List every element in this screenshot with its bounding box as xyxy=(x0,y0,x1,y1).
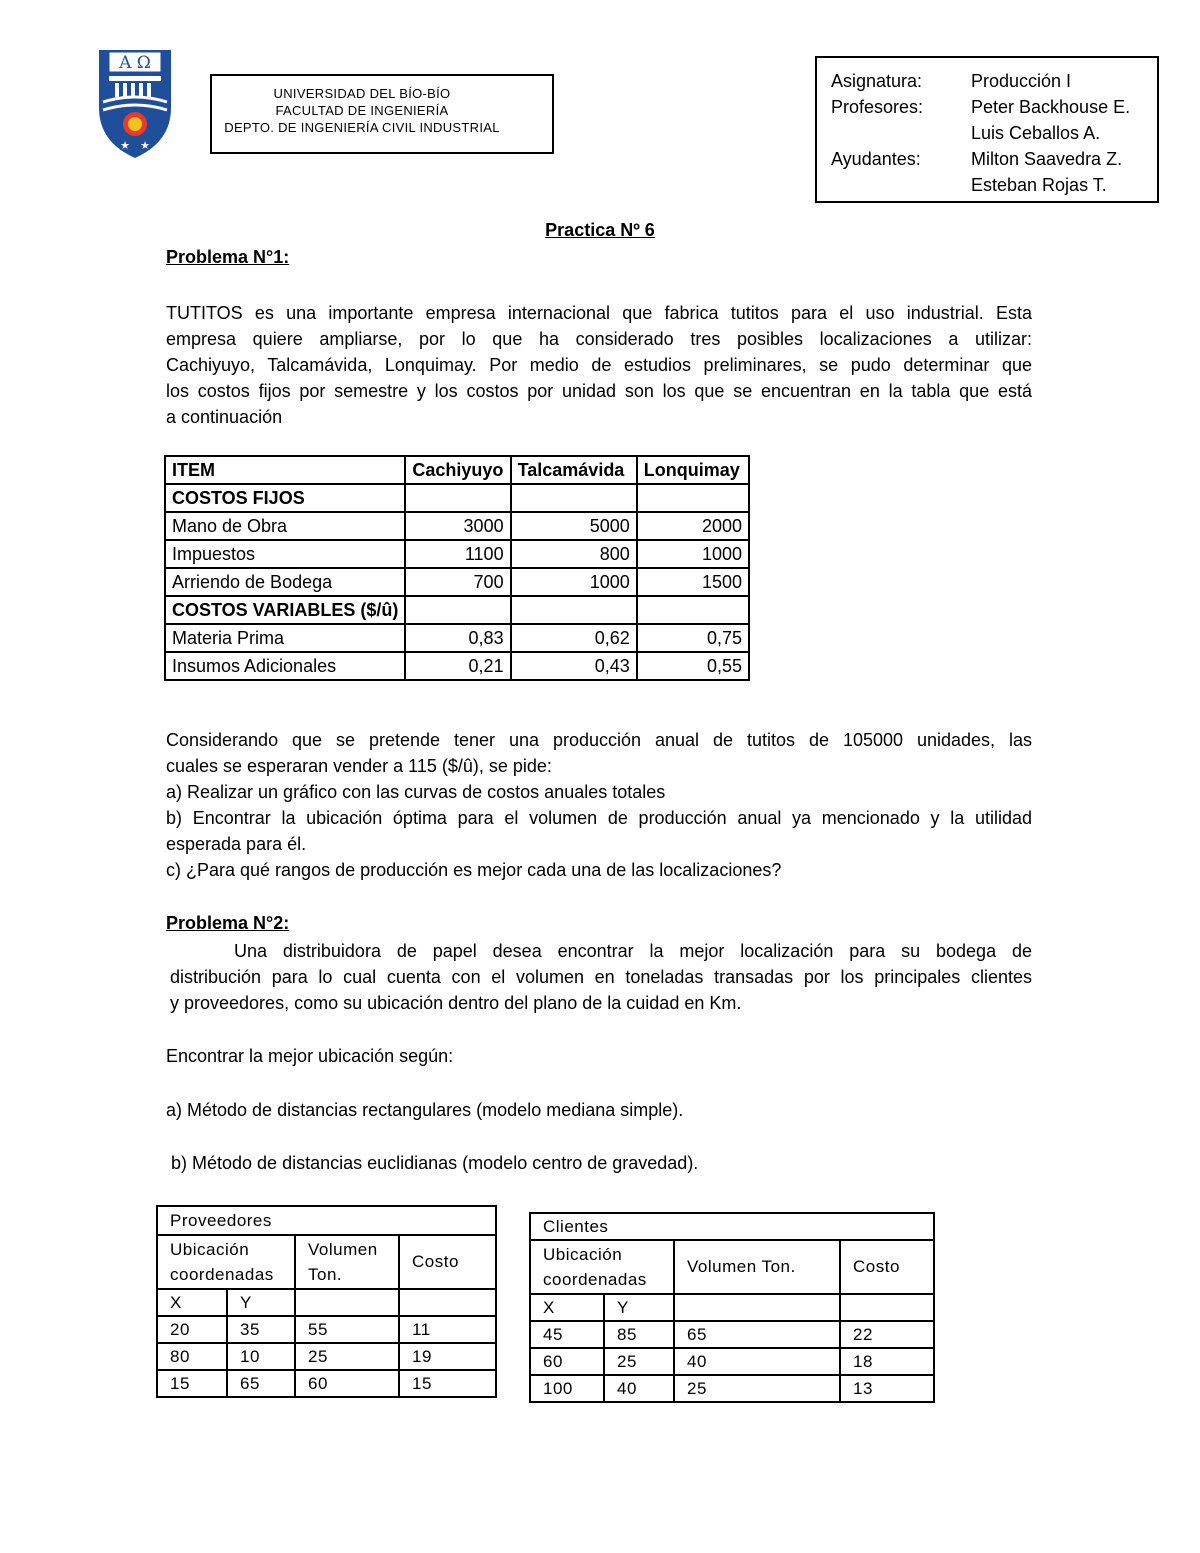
table-row xyxy=(165,540,749,568)
problem2-method-a: a) Método de distancias rectangulares (modelo mediana simple). xyxy=(166,1100,684,1120)
clients-title: Clientes xyxy=(530,1213,934,1240)
cell: 0,75 xyxy=(637,624,749,652)
clients-title-row xyxy=(530,1213,934,1240)
info-value: Peter Backhouse E. xyxy=(971,97,1131,117)
volume-header: Volumen Ton. xyxy=(674,1240,840,1294)
table-row xyxy=(157,1343,496,1370)
cost-table-header xyxy=(165,456,749,484)
cell: 10 xyxy=(227,1343,295,1370)
cell: 18 xyxy=(840,1348,934,1375)
svg-text:A Ω: A Ω xyxy=(119,53,151,73)
cell: 65 xyxy=(674,1321,840,1348)
row-label: Impuestos xyxy=(165,540,405,568)
cell: 60 xyxy=(295,1370,399,1397)
info-value: Producción I xyxy=(971,71,1072,91)
cell: 60 xyxy=(530,1348,604,1375)
intro-line: los costos fijos por semestre y los costos por unidad son los que se encuentran en la tabla que está xyxy=(166,381,1032,401)
cell: 800 xyxy=(511,540,637,568)
x-header: X xyxy=(530,1294,604,1321)
cell: 0,55 xyxy=(637,652,749,680)
cell xyxy=(637,484,749,512)
cell: 2000 xyxy=(637,512,749,540)
cell xyxy=(405,484,510,512)
table-row xyxy=(165,652,749,680)
cell: 13 xyxy=(840,1375,934,1402)
empty-cell xyxy=(399,1289,496,1316)
header-cell: ITEM xyxy=(165,456,405,484)
info-value: Luis Ceballos A. xyxy=(971,123,1101,143)
suppliers-title-row xyxy=(157,1206,496,1235)
cell: 20 xyxy=(157,1316,227,1343)
empty-cell xyxy=(840,1294,934,1321)
volume-header: Volumen Ton. xyxy=(295,1235,399,1289)
cell: 100 xyxy=(530,1375,604,1402)
cell xyxy=(511,484,637,512)
clients-header-row xyxy=(530,1240,934,1294)
table-row xyxy=(530,1348,934,1375)
page-title: Practica Nº 6 xyxy=(545,220,655,240)
university-header-box xyxy=(210,74,554,154)
cell: 85 xyxy=(604,1321,674,1348)
cost-header: Costo xyxy=(399,1235,496,1289)
table-row xyxy=(165,512,749,540)
info-row-course xyxy=(831,68,1157,94)
info-row-assistants xyxy=(831,146,1157,172)
intro-line: distribución para lo cual cuenta con el volumen en toneladas transadas por los principales clientes xyxy=(170,967,1032,987)
cell xyxy=(405,596,510,624)
cell: 0,21 xyxy=(405,652,510,680)
cost-header: Costo xyxy=(840,1240,934,1294)
cell xyxy=(637,596,749,624)
suppliers-xy-row xyxy=(157,1289,496,1316)
intro-line: Cachiyuyo, Talcamávida, Lonquimay. Por medio de estudios preliminares, se pudo determinar que xyxy=(166,355,1032,375)
intro-line: TUTITOS es una importante empresa internacional que fabrica tutitos para el uso industrial. Esta xyxy=(166,303,1032,323)
clients-table xyxy=(529,1212,935,1403)
cell: 35 xyxy=(227,1316,295,1343)
faculty-name: FACULTAD DE INGENIERÍA xyxy=(275,103,449,118)
cell: 0,83 xyxy=(405,624,510,652)
intro-line: Una distribuidora de papel desea encontrar la mejor localización para su bodega de xyxy=(234,941,1032,961)
row-label: Arriendo de Bodega xyxy=(165,568,405,596)
info-key: Ayudantes: xyxy=(831,149,921,169)
info-key xyxy=(831,120,971,146)
table-row xyxy=(165,596,749,624)
cell: 700 xyxy=(405,568,510,596)
table-row xyxy=(165,568,749,596)
info-row-professors xyxy=(831,94,1157,120)
location-header: Ubicación coordenadas xyxy=(530,1240,674,1294)
cell: 1500 xyxy=(637,568,749,596)
cell: 25 xyxy=(674,1375,840,1402)
y-header: Y xyxy=(227,1289,295,1316)
header-cell: Talcamávida xyxy=(511,456,637,484)
info-value: Esteban Rojas T. xyxy=(971,175,1107,195)
table-row xyxy=(165,624,749,652)
cell: 11 xyxy=(399,1316,496,1343)
suppliers-title: Proveedores xyxy=(157,1206,496,1235)
table-row xyxy=(530,1321,934,1348)
row-label: COSTOS VARIABLES ($/û) xyxy=(165,596,405,624)
row-label: Mano de Obra xyxy=(165,512,405,540)
intro-line: empresa quiere ampliarse, por lo que ha considerado tres posibles localizaciones a utilizar: xyxy=(166,329,1032,349)
row-label: Materia Prima xyxy=(165,624,405,652)
table-row xyxy=(165,484,749,512)
cell: 22 xyxy=(840,1321,934,1348)
info-key xyxy=(831,172,971,198)
svg-text:★: ★ xyxy=(120,140,130,152)
x-header: X xyxy=(157,1289,227,1316)
cell: 1000 xyxy=(637,540,749,568)
cell: 65 xyxy=(227,1370,295,1397)
header-cell: Lonquimay xyxy=(637,456,749,484)
empty-cell xyxy=(295,1289,399,1316)
table-row xyxy=(157,1370,496,1397)
cell: 25 xyxy=(295,1343,399,1370)
header-cell: Cachiyuyo xyxy=(405,456,510,484)
cell: 1100 xyxy=(405,540,510,568)
cell: 0,43 xyxy=(511,652,637,680)
department-name: DEPTO. DE INGENIERÍA CIVIL INDUSTRIAL xyxy=(224,120,500,135)
cell: 40 xyxy=(604,1375,674,1402)
row-label: COSTOS FIJOS xyxy=(165,484,405,512)
empty-cell xyxy=(674,1294,840,1321)
cell: 0,62 xyxy=(511,624,637,652)
university-name: UNIVERSIDAD DEL BÍO-BÍO xyxy=(273,86,451,101)
info-value: Milton Saavedra Z. xyxy=(971,149,1123,169)
intro-line: a continuación xyxy=(166,407,283,427)
cell: 25 xyxy=(604,1348,674,1375)
info-row-professor-2 xyxy=(831,120,1157,146)
question-line: b) Encontrar la ubicación óptima para el volumen de producción anual ya mencionado y la utilidad xyxy=(166,808,1032,828)
info-row-assistant-2 xyxy=(831,172,1157,198)
suppliers-header-row xyxy=(157,1235,496,1289)
problem1-heading: Problema N°1: xyxy=(166,247,290,267)
cell xyxy=(511,596,637,624)
question-line: a) Realizar un gráfico con las curvas de costos anuales totales xyxy=(166,782,666,802)
info-key: Profesores: xyxy=(831,97,924,117)
cell: 19 xyxy=(399,1343,496,1370)
problem1-intro xyxy=(166,300,1032,430)
suppliers-table xyxy=(156,1205,497,1398)
cell: 5000 xyxy=(511,512,637,540)
problem1-questions xyxy=(166,727,1032,883)
problem2-intro xyxy=(170,938,1032,1016)
clients-xy-row xyxy=(530,1294,934,1321)
problem2-method-b: b) Método de distancias euclidianas (modelo centro de gravedad). xyxy=(171,1153,699,1173)
intro-line: y proveedores, como su ubicación dentro del plano de la cuidad en Km. xyxy=(170,993,742,1013)
cell: 55 xyxy=(295,1316,399,1343)
question-line: Considerando que se pretende tener una producción anual de tutitos de 105000 unidades, las xyxy=(166,730,1032,750)
cell: 45 xyxy=(530,1321,604,1348)
course-info-box xyxy=(815,56,1159,203)
y-header: Y xyxy=(604,1294,674,1321)
question-line: c) ¿Para qué rangos de producción es mejor cada una de las localizaciones? xyxy=(166,860,782,880)
cell: 3000 xyxy=(405,512,510,540)
location-header: Ubicación coordenadas xyxy=(157,1235,295,1289)
cell: 80 xyxy=(157,1343,227,1370)
info-key: Asignatura: xyxy=(831,71,923,91)
table-row xyxy=(157,1316,496,1343)
row-label: Insumos Adicionales xyxy=(165,652,405,680)
problem2-find-text: Encontrar la mejor ubicación según: xyxy=(166,1046,454,1066)
cell: 1000 xyxy=(511,568,637,596)
problem2-heading: Problema N°2: xyxy=(166,913,290,933)
cell: 15 xyxy=(399,1370,496,1397)
table-row xyxy=(530,1375,934,1402)
question-line: esperada para él. xyxy=(166,834,307,854)
cell: 15 xyxy=(157,1370,227,1397)
university-logo xyxy=(95,46,175,162)
svg-text:★: ★ xyxy=(140,140,150,152)
question-line: cuales se esperaran vender a 115 ($/û), se pide: xyxy=(166,756,552,776)
cost-table xyxy=(164,455,750,681)
cell: 40 xyxy=(674,1348,840,1375)
